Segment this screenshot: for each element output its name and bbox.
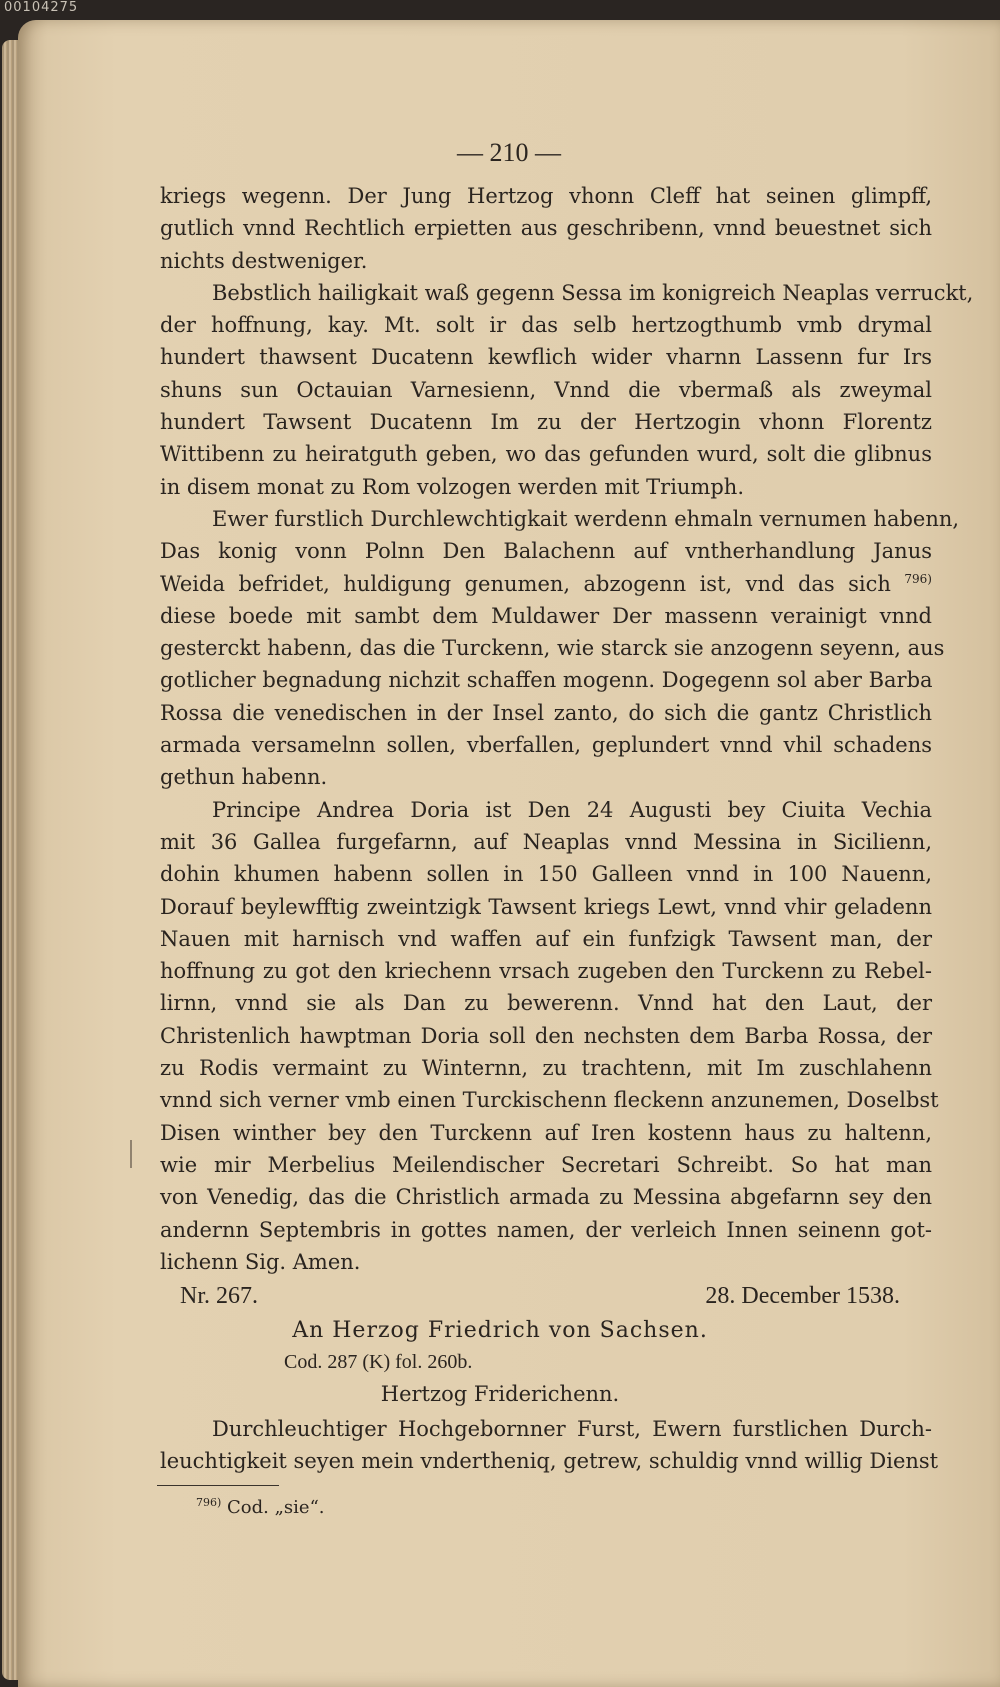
text-line: Disen winther bey den Turckenn auf Iren kostenn haus zu haltenn, [160, 1120, 932, 1145]
scan-id-label: 00104275 [4, 0, 79, 15]
letter-date: 28. December 1538. [705, 1283, 900, 1309]
text-line: Christenlich hawptman Doria soll den nechsten dem Barba Rossa, der [160, 1023, 932, 1048]
letter-address: An Herzog Friedrich von Sachsen. [292, 1318, 708, 1343]
footnote-divider [157, 1485, 279, 1486]
text-line: Bebstlich hailigkait waß gegenn Sessa im konigreich Neaplas verruckt, [212, 280, 974, 305]
text-fragment: Weida befridet, huldigung genumen, abzogenn ist, vnd das sich [160, 571, 891, 596]
letter-salutation: Hertzog Friderichenn. [380, 1382, 620, 1406]
page-number: — 210 — [457, 138, 561, 167]
text-line: armada versamelnn sollen, vberfallen, geplundert vnnd vhil schadens [160, 733, 932, 758]
text-line: Ewer furstlich Durchlewchtigkait werdenn ehmaln vernumen habenn, [212, 506, 960, 531]
letter-opening [160, 1413, 939, 1478]
text-line: kriegs wegenn. Der Jung Hertzog vhonn Cleff hat seinen glimpff, [160, 184, 932, 208]
text-line: diese boede mit sambt dem Muldawer Der massenn verainigt vnnd [160, 603, 932, 628]
text-line: in disem monat zu Rom volzogen werden mit Triumph. [160, 474, 744, 499]
margin-pencil-mark [130, 1140, 132, 1168]
text-line: Dorauf beylewfftig zweintzigk Tawsent kriegs Lewt, vnnd vhir geladenn [160, 894, 932, 919]
text-line: lirnn, vnnd sie als Dan zu bewerenn. Vnnd hat den Laut, der [160, 991, 932, 1016]
text-line: gotlicher begnadung nichzit schaffen mogenn. Dogegenn sol aber Barba [160, 668, 933, 693]
text-line: lichenn Sig. Amen. [160, 1249, 361, 1274]
text-line-with-footnote [160, 568, 932, 600]
text-line: Das konig vonn Polnn Den Balachenn auf vntherhandlung Janus [160, 539, 932, 564]
text-line: hundert thawsent Ducatenn kewflich wider vharnn Lassenn fur Irs [160, 345, 932, 370]
text-line: gethun habenn. [160, 765, 328, 790]
text-line: wie mir Merbelius Meilendischer Secretari Schreibt. So hat man [160, 1152, 932, 1177]
text-line: shuns sun Octauian Varnesienn, Vnnd die vbermaß als zweymal [160, 377, 932, 402]
footnote-text: Cod. „sie“. [227, 1497, 325, 1518]
text-line: vnnd sich verner vmb einen Turckischenn fleckenn anzunemen, Doselbst [160, 1088, 939, 1113]
codex-reference: Cod. 287 (K) fol. 260b. [284, 1351, 473, 1373]
main-text [160, 180, 974, 1278]
text-line: der hoffnung, kay. Mt. solt ir das selb hertzogthumb vmb drymal [160, 313, 932, 338]
footnote [196, 1496, 325, 1518]
letter-number: Nr. 267. [180, 1283, 258, 1309]
text-line: dohin khumen habenn sollen in 150 Galleen vnnd in 100 Nauenn, [160, 862, 932, 887]
text-line: Nauen mit harnisch vnd waffen auf ein funfzigk Tawsent man, der [160, 926, 932, 951]
text-line: leuchtigkeit seyen mein vndertheniq, getrew, schuldig vnnd willig Dienst [160, 1449, 939, 1474]
text-line: zu Rodis vermaint zu Winternn, zu trachtenn, mit Im zuschlahenn [160, 1056, 932, 1081]
text-line: gutlich vnnd Rechtlich erpietten aus geschribenn, vnnd beuestnet sich [160, 216, 932, 241]
footnote-reference: 796) [904, 571, 932, 586]
text-line: Rossa die venedischen in der Insel zanto, do sich die gantz Christlich [160, 700, 932, 725]
text-line: Durchleuchtiger Hochgebornner Furst, Ewern furstlichen Durch- [212, 1417, 932, 1441]
text-line: Principe Andrea Doria ist Den 24 Augusti bey Ciuita Vechia [212, 797, 932, 822]
text-line: hoffnung zu got den kriechenn vrsach zugeben den Turckenn zu Rebel- [160, 959, 932, 984]
footnote-mark: 796) [196, 1496, 222, 1509]
text-line: andernn Septembris in gottes namen, der verleich Innen seinenn got- [160, 1217, 932, 1242]
text-line: mit 36 Gallea furgefarnn, auf Neaplas vnnd Messina in Sicilienn, [160, 829, 932, 854]
text-line: nichts destweniger. [160, 248, 368, 273]
text-line: gesterckt habenn, das die Turckenn, wie starck sie anzogenn seyenn, aus [160, 636, 945, 661]
text-line: hundert Tawsent Ducatenn Im zu der Hertzogin vhonn Florentz [160, 410, 932, 435]
text-line: Wittibenn zu heiratguth geben, wo das gefunden wurd, solt die glibnus [160, 442, 932, 467]
text-line: von Venedig, das die Christlich armada zu Messina abgefarnn sey den [160, 1185, 932, 1210]
